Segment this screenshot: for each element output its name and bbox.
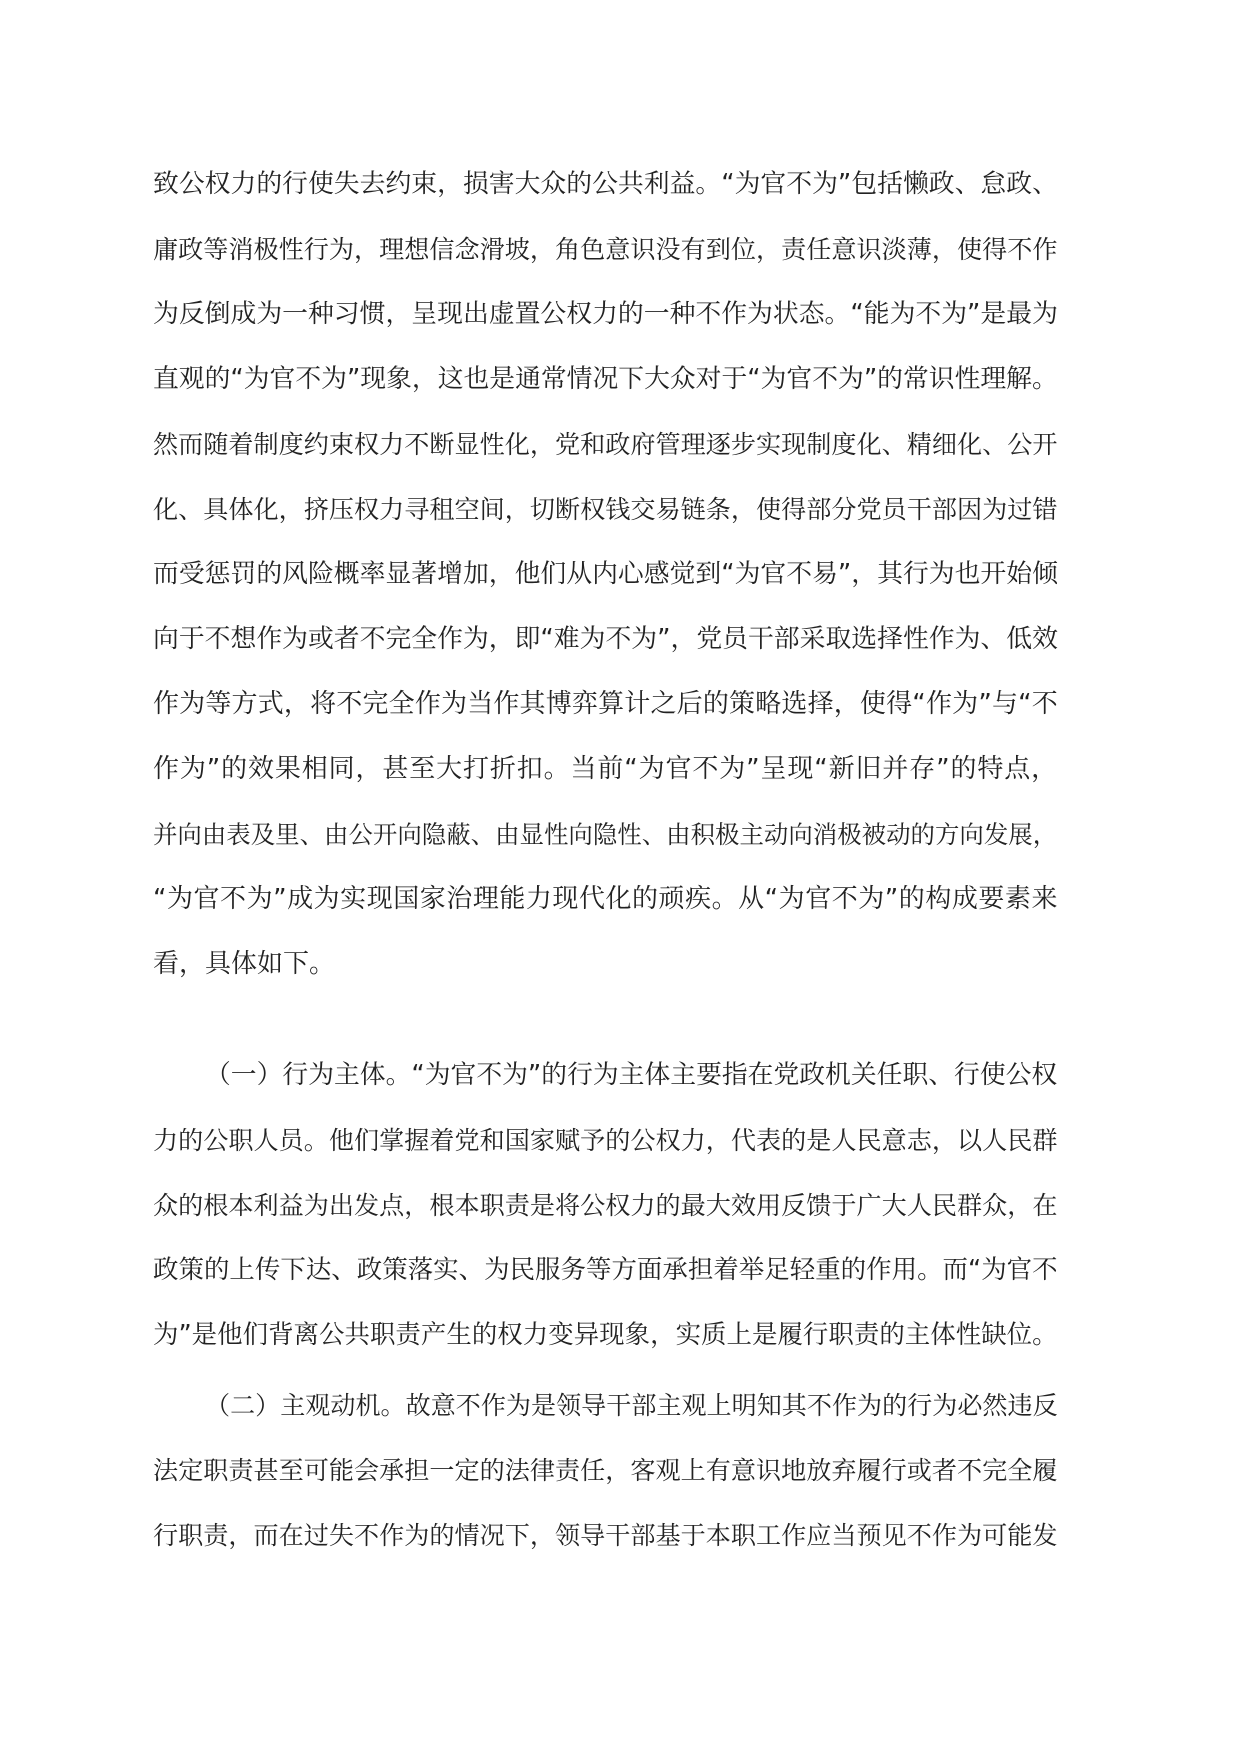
text-line: “为官不为”成为实现国家治理能力现代化的顽疾。从“为官不为”的构成要素来 xyxy=(153,884,1058,914)
text-line: 政策的上传下达、政策落实、为民服务等方面承担着举足轻重的作用。而“为官不 xyxy=(153,1255,1058,1285)
text-line: 作为等方式，将不完全作为当作其博弈算计之后的策略选择，使得“作为”与“不 xyxy=(153,689,1058,719)
text-line: 看，具体如下。 xyxy=(153,949,336,979)
text-line: 为”是他们背离公共职责产生的权力变异现象，实质上是履行职责的主体性缺位。 xyxy=(153,1320,1058,1350)
paragraph-actor xyxy=(153,1043,1058,1368)
text-line: 为反倒成为一种习惯，呈现出虚置公权力的一种不作为状态。“能为不为”是最为 xyxy=(153,299,1058,329)
text-line: 行职责，而在过失不作为的情况下，领导干部基于本职工作应当预见不作为可能发 xyxy=(153,1521,1058,1550)
text-line: 化、具体化，挤压权力寻租空间，切断权钱交易链条，使得部分党员干部因为过错 xyxy=(153,495,1058,524)
text-line: 并向由表及里、由公开向隐蔽、由显性向隐性、由积极主动向消极被动的方向发展， xyxy=(153,820,1058,849)
paragraph-continuation xyxy=(153,152,1058,997)
paragraph-motive xyxy=(153,1373,1058,1568)
text-line: 作为”的效果相同，甚至大打折扣。当前“为官不为”呈现“新旧并存”的特点， xyxy=(153,754,1058,784)
text-line: 直观的“为官不为”现象，这也是通常情况下大众对于“为官不为”的常识性理解。 xyxy=(153,364,1058,394)
text-line: 力的公职人员。他们掌握着党和国家赋予的公权力，代表的是人民意志，以人民群 xyxy=(153,1126,1058,1155)
text-line: 然而随着制度约束权力不断显性化，党和政府管理逐步实现制度化、精细化、公开 xyxy=(153,430,1058,459)
text-line: 法定职责甚至可能会承担一定的法律责任，客观上有意识地放弃履行或者不完全履 xyxy=(153,1456,1058,1485)
text-line: （一）行为主体。“为官不为”的行为主体主要指在党政机关任职、行使公权 xyxy=(205,1060,1058,1090)
text-line: 庸政等消极性行为，理想信念滑坡，角色意识没有到位，责任意识淡薄，使得不作 xyxy=(153,235,1058,264)
text-line: 向于不想作为或者不完全作为，即“难为不为”，党员干部采取选择性作为、低效 xyxy=(153,624,1058,654)
text-line: 致公权力的行使失去约束，损害大众的公共利益。“为官不为”包括懒政、怠政、 xyxy=(153,169,1058,199)
text-line: 众的根本利益为出发点，根本职责是将公权力的最大效用反馈于广大人民群众，在 xyxy=(153,1191,1058,1220)
text-line: 而受惩罚的风险概率显著增加，他们从内心感觉到“为官不易”，其行为也开始倾 xyxy=(153,559,1058,589)
text-line: （二）主观动机。故意不作为是领导干部主观上明知其不作为的行为必然违反 xyxy=(205,1391,1058,1420)
